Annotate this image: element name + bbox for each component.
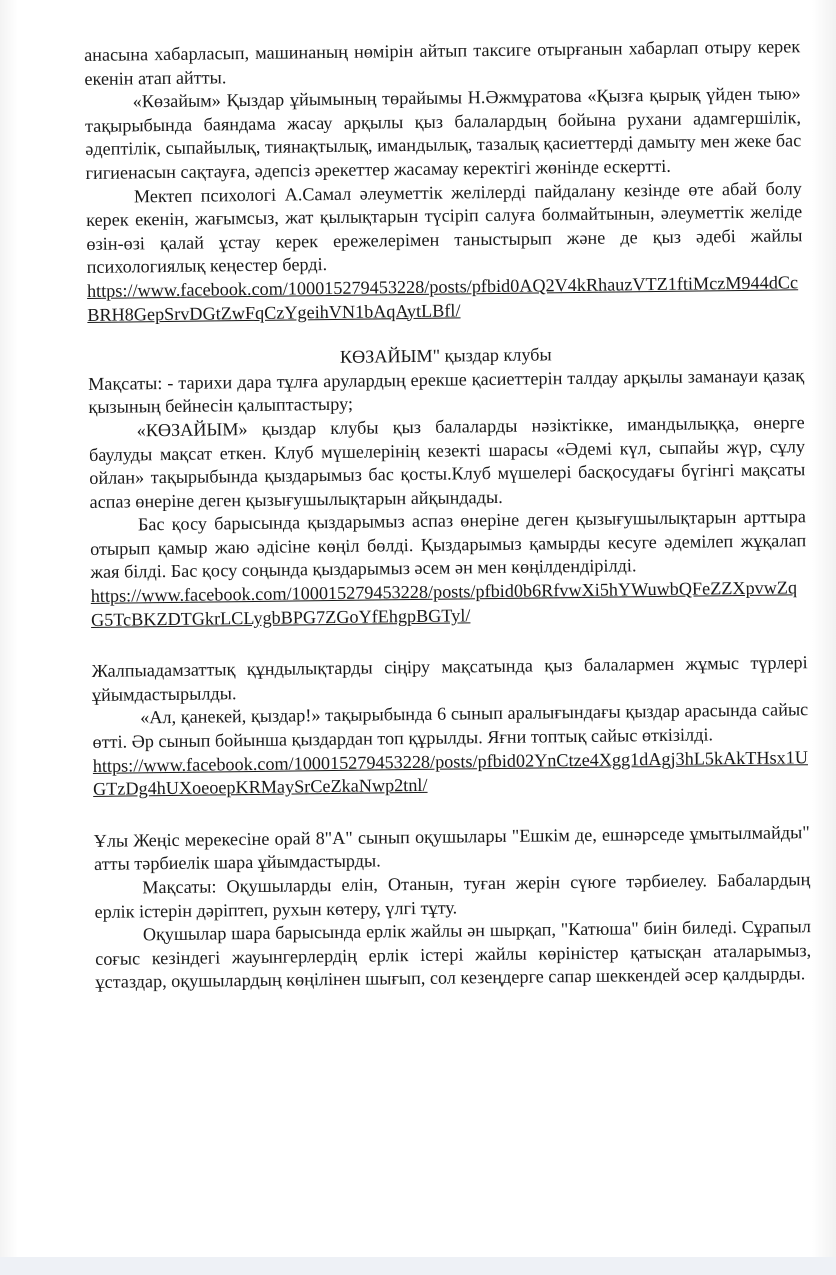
paragraph-contest: «Ал, қанекей, қыздар!» тақырыбында 6 сынып аралығындағы қыздар арасында сайыс өтті. Әр сынып бойынша қыздардан топ құрылды. Яғни топтық сайыс өткізілді. xyxy=(92,699,809,752)
paragraph-victory-event: Оқушылар шара барысында ерлік жайлы ән шырқап, "Катюша" биін биледі. Сұрапыл соғыс кезіндегі жауынгерлердің ерлік істері жайлы көріністер қатысқан аталарымыз, ұстаздар, оқушылардың көңілінен шығып, сол кезеңдерге сапар шеккендей әсер қалдырды. xyxy=(95,916,812,993)
paragraph-goal: Мақсаты: - тарихи дара тұлға арулардың ерекше қасиеттерін талдау арқылы заманауи қазақ қызының бейнесін қалыптастыру; xyxy=(88,364,805,418)
paragraph-victory-day: Ұлы Жеңіс мерекесіне орай 8"А" сынып оқушылары "Ешкім де, ешнәрседе ұмытылмайды" атты тәрбиелік шара ұйымдастырды. xyxy=(93,822,810,875)
facebook-link-3[interactable]: https://www.facebook.com/100015279453228/posts/pfbid02YnCtze4Xgg1dAgj3hL5kAkTHsx1UGTzDg4hUXoeoepKRMaySrCeZkaNwp2tnl/ xyxy=(92,746,809,800)
facebook-link-1[interactable]: https://www.facebook.com/100015279453228/posts/pfbid0AQ2V4kRhauzVTZ1ftiMczM944dCcBRH8GepSrvDGtZwFqCzYgeihVN1bAqAytLBfl/ xyxy=(86,272,799,325)
paragraph-psychologist: Мектеп психологі А.Самал әлеуметтік желілерді пайдалану кезінде өте абай болу керек екенін, жағымсыз, жат қылықтарын түсіріп салуға болмайтынын, әлеуметтік желіде өзін-өзі қалай ұстау керек ережелерімен таныстырып және де қыз әдебі жайлы психологиялық кеңестер берді. xyxy=(86,177,803,278)
facebook-link-2[interactable]: https://www.facebook.com/100015279453228/posts/pfbid0b6RfvwXi5hYWuwbQFeZZXpvwZqG5TcBKZDTGkrLCLygbBPG7ZGoYfEhgpBGTyl/ xyxy=(90,577,798,630)
paragraph-values: Жалпыадамзаттық құндылықтарды сіңіру мақсатында қыз балалармен жұмыс түрлері ұйымдастырылды. xyxy=(91,652,808,705)
paragraph-club: «КӨЗАЙЫМ» қыздар клубы қыз балаларды нәзіктікке, имандылыққа, өнерге баулуды мақсат еткен. Клуб мүшелерінің кезекті шарасы «Әдемі күл, сыпайы жүр, сұлу ойлан» тақырыбында қыздарымыз бас қосты.Клуб мүшелері басқосудағы бүгінгі мақсаты аспаз өнеріне деген қызығушылықтарын айқындады. xyxy=(88,412,806,512)
document-body xyxy=(84,35,812,995)
paragraph-kozaiym-report: «Көзайым» Қыздар ұйымының төрайымы Н.Әжмұратова «Қызға қырық үйден тыю» тақырыбында баяндама жасау арқылы қыз балалардың бойына рухани адамгершілік, әдептілік, сыпайылық, тиянақтылық, имандылық, тазалық қасиеттерді дамыту мен жеке бас гигиенасын сақтауға, әдепсіз әрекеттер жасамау керектігі жөнінде ескертті. xyxy=(84,83,802,183)
paragraph-cooking: Бас қосу барысында қыздарымыз аспаз өнеріне деген қызығушылықтарын арттыра отырып қамыр жаю әдісіне көңіл бөлді. Қыздарымыз қамырды кесуге әдемілеп жұқалап жая білді. Бас қосу соңында қыздарымыз әсем ән мен көңілдендірілді. xyxy=(90,506,807,583)
paragraph-victory-goal: Мақсаты: Оқушыларды елін, Отанын, туған жерін сүюге тәрбиелеу. Бабалардың ерлік істерін дәріптеп, рухын көтеру, үлгі тұту. xyxy=(94,869,811,922)
section-heading: КӨЗАЙЫМ" қыздар клубы xyxy=(339,344,552,368)
paragraph-intro: анасына хабарласып, машинаның нөмірін айтып таксиге отырғанын хабарлап отыру керек екенін атап айтты. xyxy=(84,36,801,89)
bottom-band xyxy=(0,1257,836,1275)
